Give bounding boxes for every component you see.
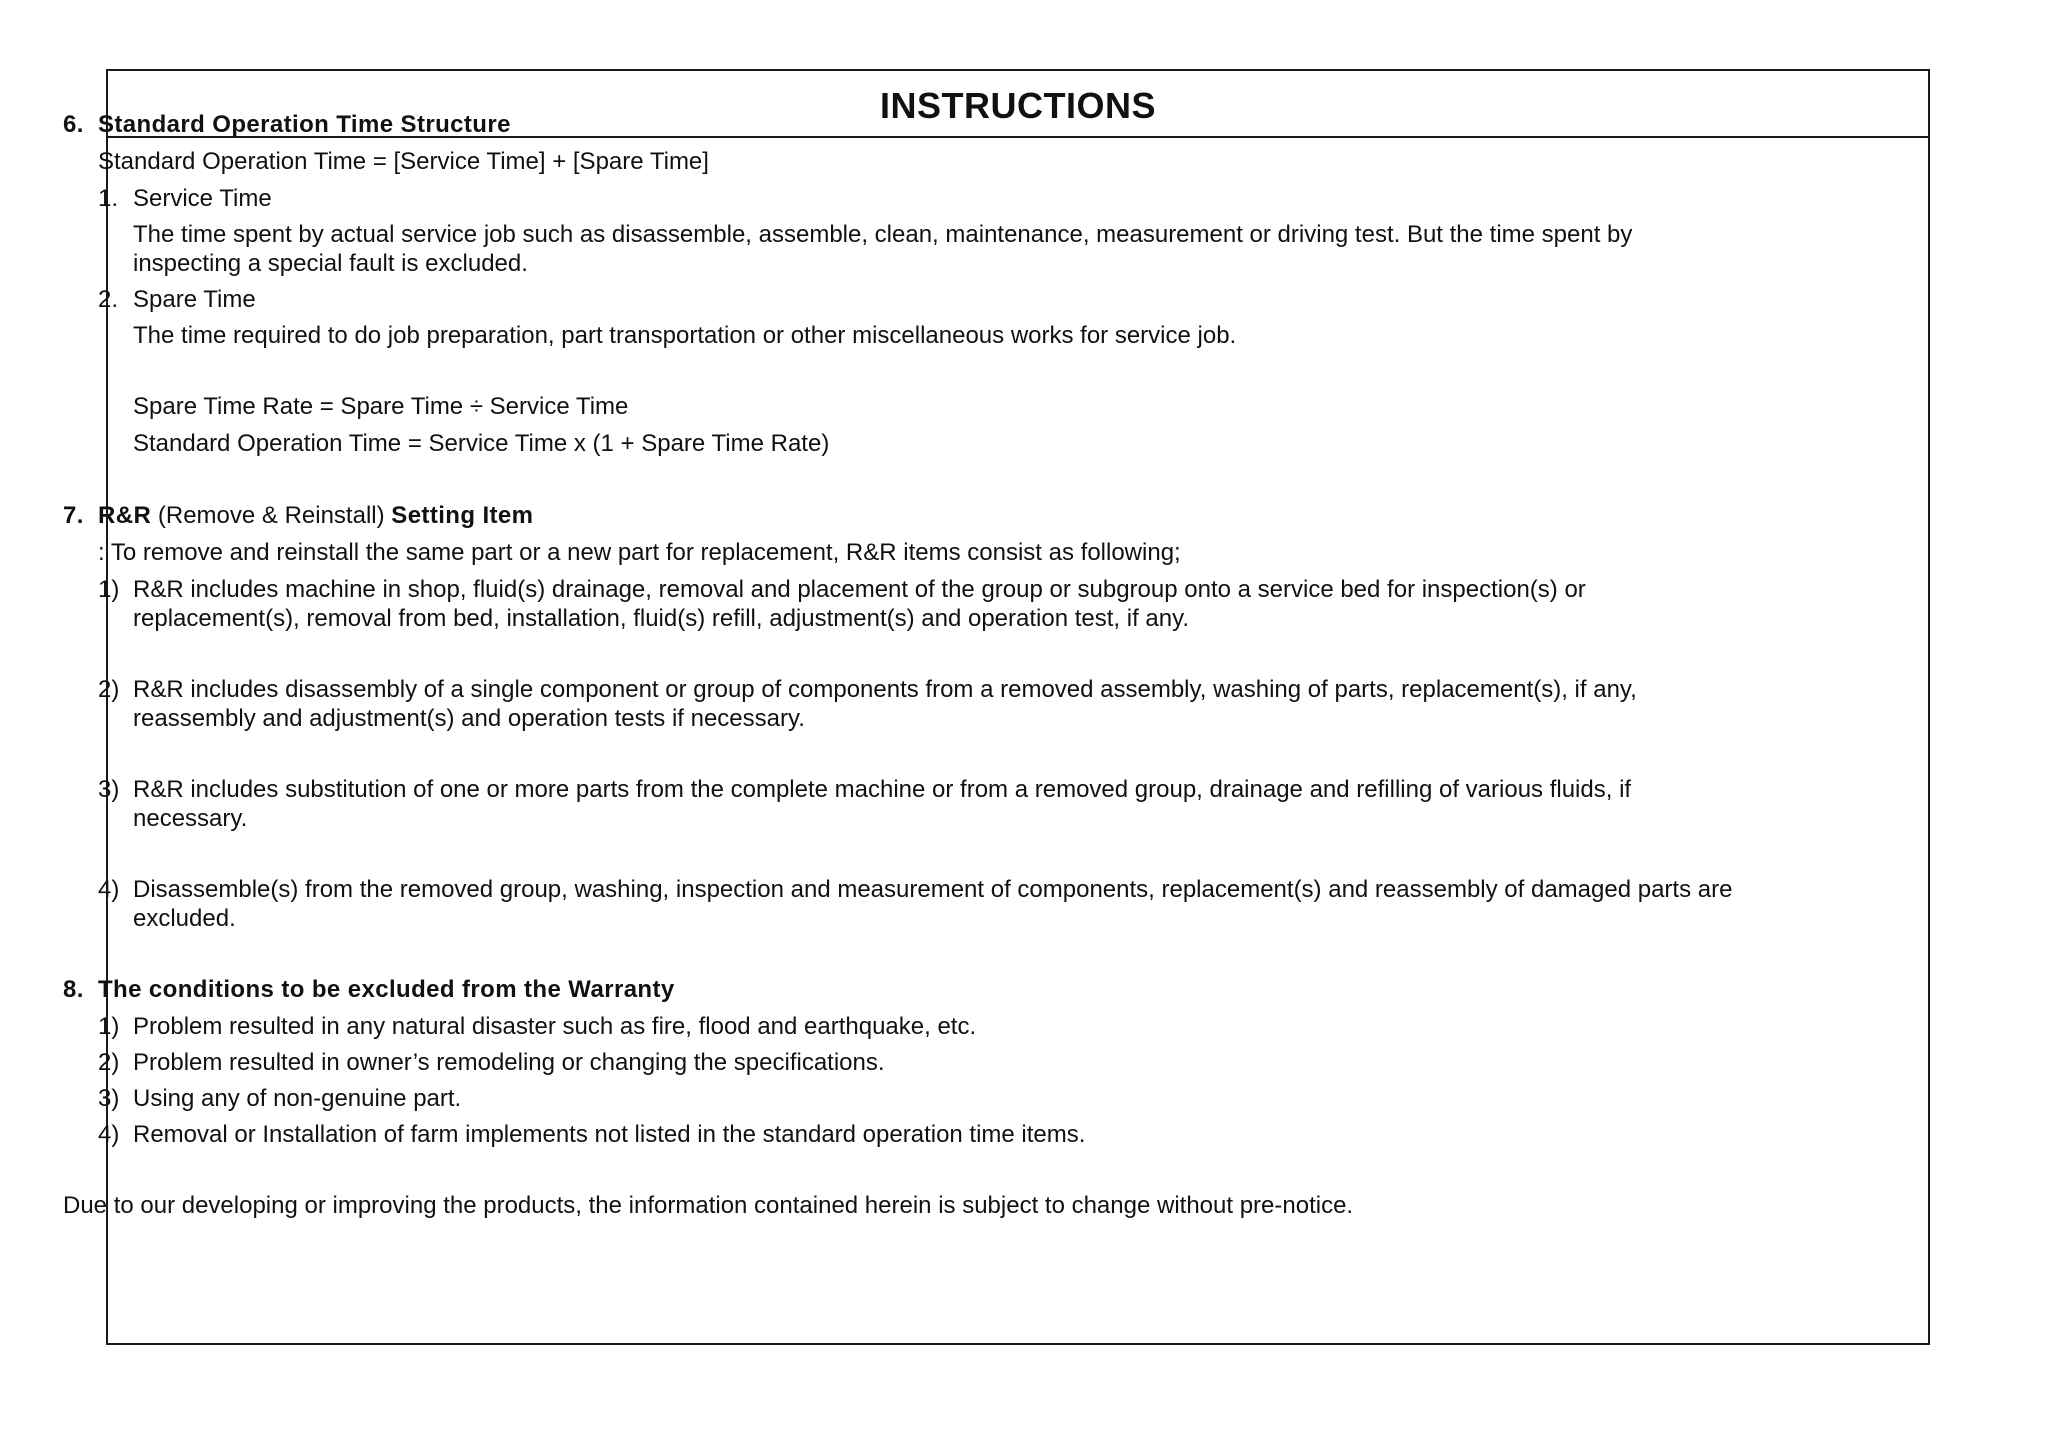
section-7-item-4 (63, 875, 1743, 933)
footer-note: Due to our developing or improving the products, the information contained herein is subject to change without pre-notice. (63, 1192, 1354, 1219)
section-6-item-2-marker: 2. (98, 286, 119, 313)
section-7-intro: : To remove and reinstall the same part or a new part for replacement, R&R items consist as following; (98, 539, 1181, 566)
section-7-item-1-marker: 1) (98, 576, 120, 603)
instructions-content (63, 110, 1743, 1221)
section-8-item-1-text: Problem resulted in any natural disaster such as fire, flood and earthquake, etc. (133, 1013, 977, 1040)
section-8-item-2 (63, 1048, 1743, 1077)
section-8-item-2-text: Problem resulted in owner’s remodeling or changing the specifications. (133, 1049, 885, 1076)
section-6-item-1 (63, 184, 1743, 213)
section-8-item-4-text: Removal or Installation of farm implements not listed in the standard operation time items. (133, 1121, 1086, 1148)
section-6-item-1-label: Service Time (133, 185, 272, 212)
section-8-title: The conditions to be excluded from the Warranty (98, 976, 675, 1003)
section-8-number: 8. (63, 976, 84, 1003)
section-7-item-2-marker: 2) (98, 676, 120, 703)
section-8-item-4-marker: 4) (98, 1121, 120, 1148)
section-8-item-2-marker: 2) (98, 1049, 120, 1076)
section-7-item-2 (63, 675, 1743, 733)
section-6-item-2-description: The time required to do job preparation, part transportation or other miscellaneous works for service job. (133, 322, 1237, 349)
section-7-item-2-text: R&R includes disassembly of a single component or group of components from a removed assembly, washing of parts, replacement(s), if any, reassembly and adjustment(s) and operation tests if necessary. (133, 676, 1637, 732)
standard-operation-time-formula: Standard Operation Time = Service Time x (1 + Spare Time Rate) (133, 430, 830, 457)
section-7-item-3 (63, 775, 1743, 833)
section-7-item-1 (63, 575, 1743, 633)
section-7-item-3-marker: 3) (98, 776, 120, 803)
section-8-item-3-marker: 3) (98, 1085, 120, 1112)
section-8-heading (63, 975, 1743, 1005)
section-7-heading (63, 501, 1743, 531)
section-8-item-3 (63, 1084, 1743, 1113)
section-7-number: 7. (63, 502, 84, 529)
section-6-item-1-description: The time spent by actual service job such as disassemble, assemble, clean, maintenance, measurement or driving test. But the time spent by inspecting a special fault is excluded. (133, 221, 1633, 277)
section-6-item-2 (63, 285, 1743, 314)
section-7-item-3-text: R&R includes substitution of one or more parts from the complete machine or from a removed group, drainage and refilling of various fluids, if necessary. (133, 776, 1632, 832)
page-title: INSTRUCTIONS (880, 84, 1156, 126)
section-6-formula: Standard Operation Time = [Service Time] + [Spare Time] (98, 148, 709, 175)
section-8-item-1 (63, 1012, 1743, 1041)
section-7-title-setting-item: Setting Item (391, 502, 534, 529)
section-6-heading (63, 110, 1743, 140)
section-8-item-1-marker: 1) (98, 1013, 120, 1040)
section-7-title-remove-reinstall: (Remove & Reinstall) (151, 502, 392, 529)
section-6-item-1-marker: 1. (98, 185, 119, 212)
section-8-item-4 (63, 1120, 1743, 1149)
section-7-title-rr: R&R (98, 502, 152, 529)
section-7-item-4-text: Disassemble(s) from the removed group, washing, inspection and measurement of components, replacement(s) and reassembly of damaged parts are excluded. (133, 876, 1733, 932)
section-7-item-4-marker: 4) (98, 876, 120, 903)
section-8-item-3-text: Using any of non-genuine part. (133, 1085, 462, 1112)
section-6-title: Standard Operation Time Structure (98, 111, 511, 138)
section-6-item-2-label: Spare Time (133, 286, 256, 313)
section-7-item-1-text: R&R includes machine in shop, fluid(s) drainage, removal and placement of the group or subgroup onto a service bed for inspection(s) or replacement(s), removal from bed, installation, fluid(s) refill, adjustment(s) and operation test, if any. (133, 576, 1586, 632)
spare-time-rate-formula: Spare Time Rate = Spare Time ÷ Service Time (133, 393, 629, 420)
section-6-number: 6. (63, 111, 84, 138)
